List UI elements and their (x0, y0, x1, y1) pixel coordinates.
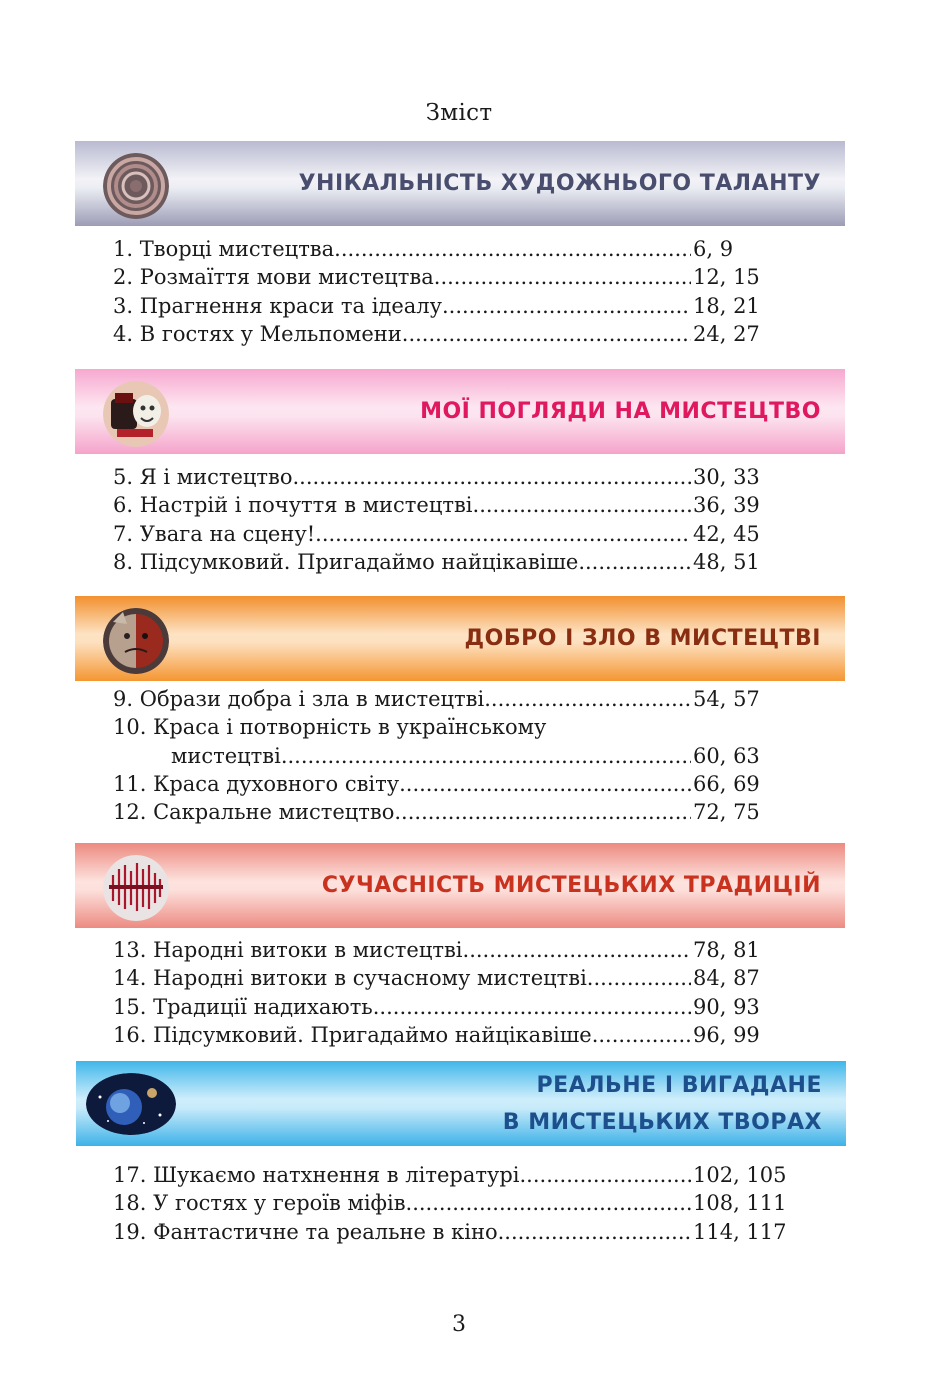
page-number: 3 (452, 1312, 466, 1337)
toc-entry[interactable] (113, 320, 773, 348)
theatre-masks-icon (103, 381, 169, 447)
toc-entry[interactable] (113, 491, 773, 519)
entry-pages: 24, 27 (693, 321, 760, 346)
masks-face-icon (103, 608, 169, 674)
entry-pages: 54, 57 (693, 687, 760, 711)
toc-list-real-imagined (113, 1161, 787, 1246)
page-title: Зміст (425, 100, 493, 126)
toc-entry[interactable] (113, 263, 773, 291)
entry-text: 2. Розмаїття мови мистецтва (113, 265, 434, 290)
entry-text: 8. Підсумковий. Пригадаймо найцікавіше (113, 549, 579, 574)
entry-pages: 90, 93 (693, 994, 760, 1019)
toc-entry[interactable] (113, 1161, 787, 1189)
entry-pages: 18, 21 (693, 293, 760, 318)
entry-text: мистецтві (171, 743, 281, 768)
entry-pages: 66, 69 (693, 771, 760, 796)
section-title: МОЇ ПОГЛЯДИ НА МИСТЕЦТВО (420, 399, 821, 424)
entry-pages: 108, 111 (693, 1191, 787, 1216)
entry-pages: 102, 105 (693, 1163, 787, 1187)
section-title: УНІКАЛЬНІСТЬ ХУДОЖНЬОГО ТАЛАНТУ (298, 171, 821, 196)
toc-list-views (113, 463, 773, 576)
toc-entry[interactable] (113, 936, 773, 964)
section-banner-good-evil (75, 596, 845, 681)
entry-text: 15. Традиції надихають (113, 994, 373, 1019)
cosmos-icon (86, 1073, 176, 1135)
entry-text: 10. Краса і потворність в українському (113, 715, 547, 740)
toc-entry[interactable] (113, 235, 773, 263)
section-banner-talent (75, 141, 845, 226)
toc-list-traditions (113, 936, 773, 1049)
entry-text: 19. Фантастичне та реальне в кіно (113, 1219, 498, 1244)
toc-entry[interactable] (113, 685, 773, 713)
section-banner-traditions (75, 843, 845, 928)
entry-text: 11. Краса духовного світу (113, 771, 400, 796)
entry-text: 3. Прагнення краси та ідеалу (113, 293, 442, 318)
section-banner-real-imagined (76, 1061, 846, 1146)
red-sculpture-icon (103, 855, 169, 921)
entry-pages: 96, 99 (693, 1022, 760, 1047)
spiral-shell-icon (103, 153, 169, 219)
toc-list-good-evil (113, 685, 773, 826)
entry-text: 17. Шукаємо натхнення в літературі (113, 1163, 520, 1187)
entry-pages: 60, 63 (693, 743, 760, 768)
toc-entry-continuation[interactable] (113, 742, 773, 770)
entry-text: 14. Народні витоки в сучасному мистецтві (113, 966, 587, 991)
section-title: СУЧАСНІСТЬ МИСТЕЦЬКИХ ТРАДИЦІЙ (321, 873, 821, 898)
entry-pages: 48, 51 (693, 549, 760, 574)
section-title-line-2: В МИСТЕЦЬКИХ ТВОРАХ (502, 1109, 822, 1135)
entry-pages: 42, 45 (693, 521, 760, 546)
entry-pages: 72, 75 (693, 800, 760, 825)
entry-text: 18. У гостях у героїв міфів (113, 1191, 406, 1216)
entry-text: 6. Настрій і почуття в мистецтві (113, 493, 473, 518)
section-banner-views (75, 369, 845, 454)
toc-entry[interactable] (113, 1218, 787, 1246)
toc-entry[interactable] (113, 1189, 787, 1217)
toc-entry[interactable] (113, 770, 773, 798)
toc-entry[interactable] (113, 713, 773, 741)
entry-text: 9. Образи добра і зла в мистецтві (113, 687, 485, 711)
section-title-line-1: РЕАЛЬНЕ І ВИГАДАНЕ (536, 1072, 822, 1098)
toc-list-talent (113, 235, 773, 348)
section-title (503, 1061, 822, 1146)
entry-text: 16. Підсумковий. Пригадаймо найцікавіше (113, 1022, 592, 1047)
entry-pages: 114, 117 (693, 1219, 787, 1244)
toc-entry[interactable] (113, 548, 773, 576)
section-title: ДОБРО І ЗЛО В МИСТЕЦТВІ (464, 626, 821, 651)
toc-entry[interactable] (113, 798, 773, 826)
entry-pages: 84, 87 (693, 966, 760, 991)
entry-text: 13. Народні витоки в мистецтві (113, 938, 463, 962)
entry-pages: 6, 9 (693, 237, 734, 261)
entry-text: 4. В гостях у Мельпомени (113, 321, 402, 346)
entry-text: 1. Творці мистецтва (113, 237, 335, 261)
toc-entry[interactable] (113, 463, 773, 491)
entry-pages: 30, 33 (693, 465, 760, 489)
toc-entry[interactable] (113, 520, 773, 548)
toc-entry[interactable] (113, 292, 773, 320)
toc-entry[interactable] (113, 964, 773, 992)
entry-text: 12. Сакральне мистецтво (113, 800, 395, 825)
entry-text: 5. Я і мистецтво (113, 465, 293, 489)
entry-pages: 12, 15 (693, 265, 760, 290)
toc-entry[interactable] (113, 993, 773, 1021)
toc-entry[interactable] (113, 1021, 773, 1049)
entry-text: 7. Увага на сцену! (113, 521, 316, 546)
entry-pages: 78, 81 (693, 938, 760, 962)
entry-pages: 36, 39 (693, 493, 760, 518)
